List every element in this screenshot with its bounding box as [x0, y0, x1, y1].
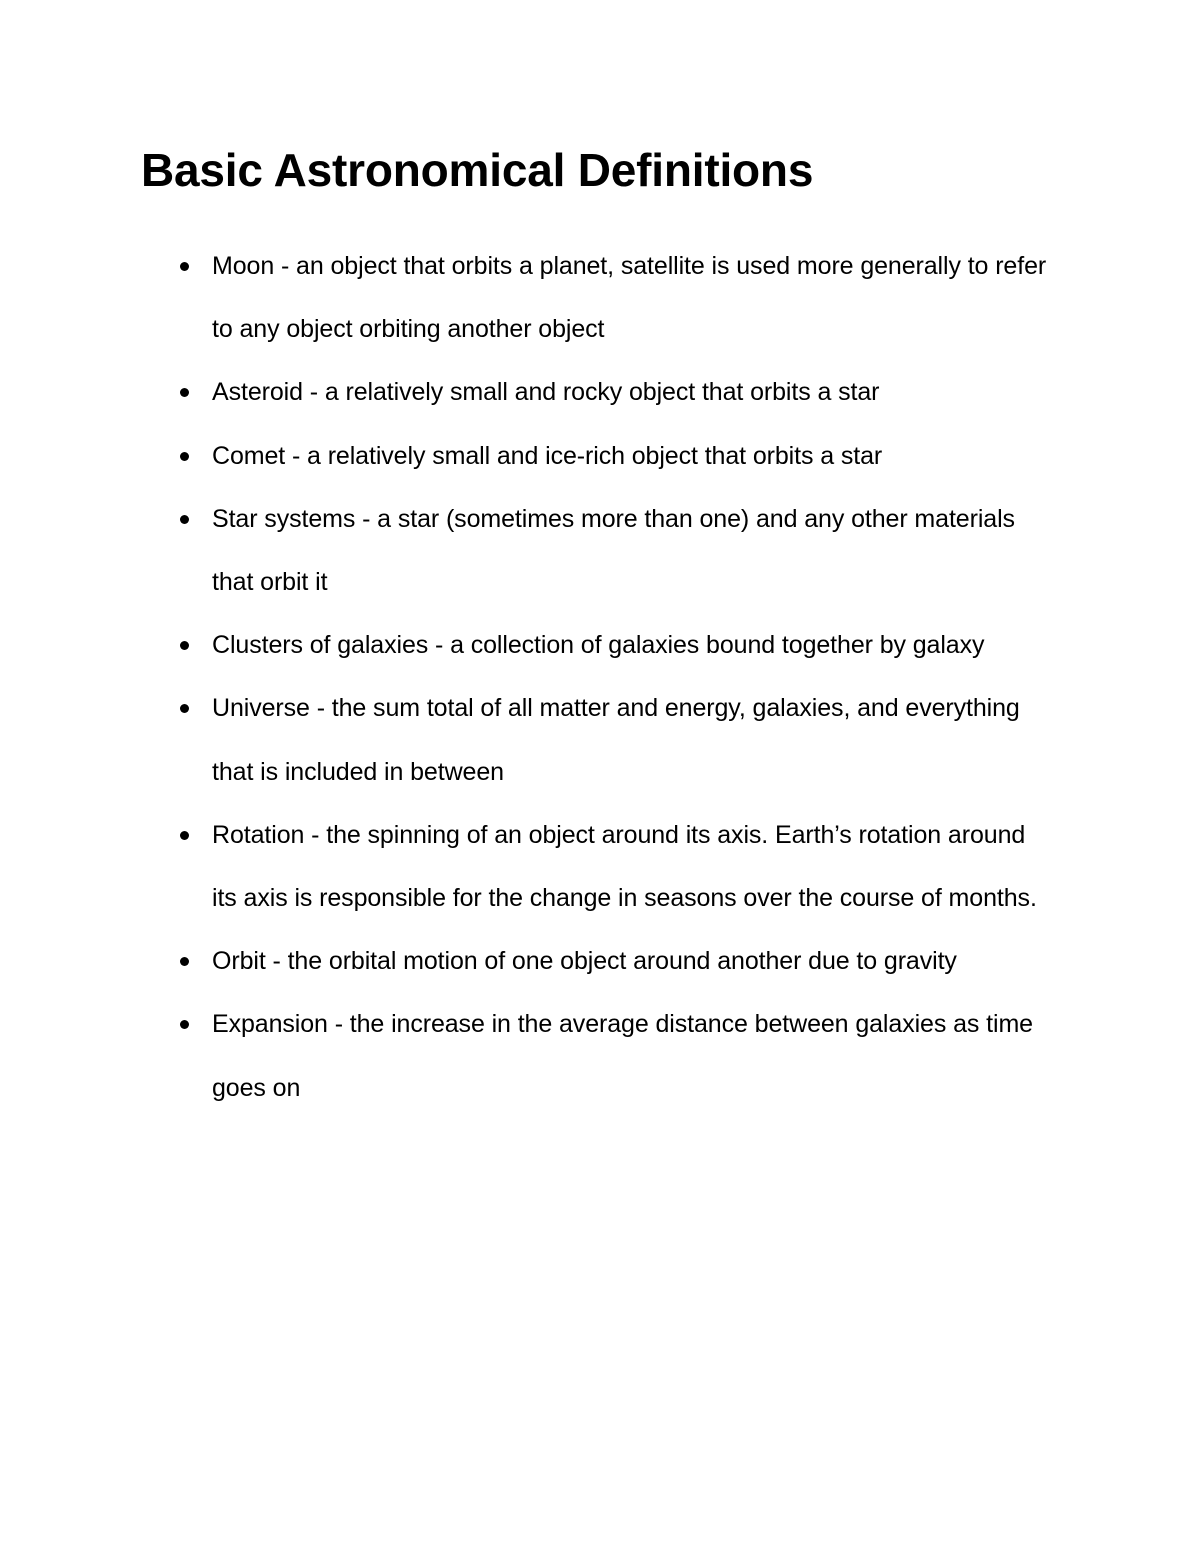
- bullet-icon: [180, 262, 189, 271]
- definition-text: Star systems - a star (sometimes more than one) and any other materials that orbit it: [212, 504, 1015, 597]
- definition-star-systems: [0, 488, 1052, 614]
- bullet-icon: [180, 641, 189, 650]
- bullet-icon: [180, 452, 189, 461]
- definition-text: Clusters of galaxies - a collection of galaxies bound together by galaxy: [212, 631, 985, 660]
- definition-text: Moon - an object that orbits a planet, satellite is used more generally to refer to any object orbiting another object: [212, 252, 1047, 344]
- definition-asteroid: [0, 361, 1052, 424]
- definition-text: Comet - a relatively small and ice-rich object that orbits a star: [212, 441, 883, 470]
- bullet-icon: [180, 388, 189, 397]
- bullet-icon: [180, 704, 189, 713]
- definition-clusters-of-galaxies: [0, 614, 1052, 677]
- definition-orbit: [0, 930, 1052, 993]
- definition-text: Asteroid - a relatively small and rocky object that orbits a star: [212, 378, 880, 407]
- bullet-icon: [180, 957, 189, 966]
- definition-expansion: [0, 993, 1052, 1119]
- definition-text: Rotation - the spinning of an object around its axis. Earth’s rotation around its axis is responsible for the change in seasons over the course of months.: [212, 820, 1037, 913]
- definition-moon: [0, 235, 1052, 361]
- definition-rotation: [0, 804, 1052, 930]
- bullet-icon: [180, 1020, 189, 1029]
- definition-comet: [0, 425, 1052, 488]
- page-title: Basic Astronomical Definitions: [141, 144, 814, 196]
- bullet-icon: [180, 515, 189, 524]
- bullet-icon: [180, 831, 189, 840]
- definition-text: Expansion - the increase in the average distance between galaxies as time goes on: [212, 1010, 1033, 1102]
- definitions-list: [0, 235, 1200, 1120]
- definition-universe: [0, 677, 1052, 803]
- definition-text: Universe - the sum total of all matter and energy, galaxies, and everything that is included in between: [212, 694, 1020, 786]
- definition-text: Orbit - the orbital motion of one object around another due to gravity: [212, 947, 957, 976]
